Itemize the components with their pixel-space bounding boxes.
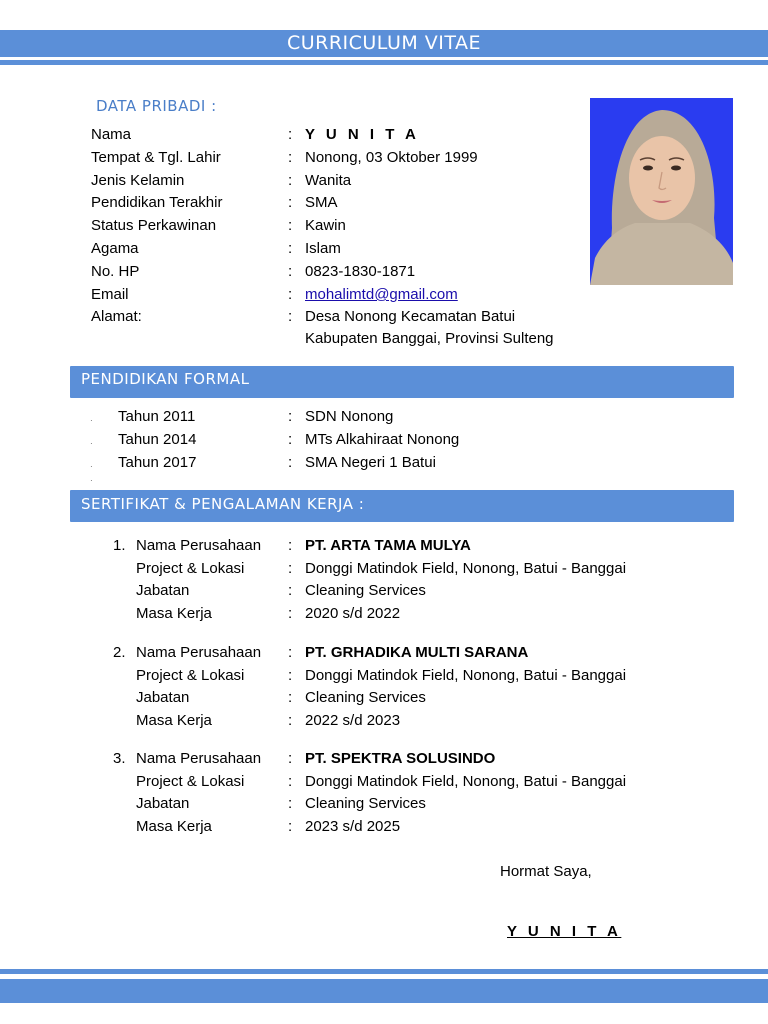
colon-separator: : xyxy=(288,126,293,143)
education-school: MTs Alkahiraat Nonong xyxy=(305,431,460,448)
colon-separator: : xyxy=(288,537,293,554)
education-school: SMA Negeri 1 Batui xyxy=(305,454,436,471)
full-name: Y U N I T A xyxy=(305,126,420,143)
experience-row-position xyxy=(0,580,700,602)
personal-row xyxy=(0,284,590,306)
experience-label: Masa Kerja xyxy=(136,605,212,622)
portrait-illustration xyxy=(590,98,733,285)
colon-separator: : xyxy=(288,286,293,303)
colon-separator: : xyxy=(288,689,293,706)
education-year: Tahun 2011 xyxy=(118,408,196,425)
experience-position: Cleaning Services xyxy=(305,689,426,706)
personal-row xyxy=(0,170,590,192)
personal-value: Islam xyxy=(305,240,341,257)
experience-row-company xyxy=(0,748,700,770)
education-school: SDN Nonong xyxy=(305,408,394,425)
personal-row xyxy=(0,147,590,169)
experience-row-company xyxy=(0,642,700,664)
experience-label: Nama Perusahaan xyxy=(136,750,262,767)
experience-label: Project & Lokasi xyxy=(136,560,245,577)
colon-separator: : xyxy=(288,644,293,661)
signature-name: Y U N I T A xyxy=(507,923,622,940)
experience-label: Nama Perusahaan xyxy=(136,537,262,554)
colon-separator: : xyxy=(288,795,293,812)
experience-row-company xyxy=(0,535,700,557)
email-link[interactable]: mohalimtd@gmail.com xyxy=(305,286,458,303)
education-year: Tahun 2014 xyxy=(118,431,197,448)
item-number: 1. xyxy=(113,537,126,554)
colon-separator: : xyxy=(288,149,293,166)
experience-project: Donggi Matindok Field, Nonong, Batui - Banggai xyxy=(305,560,627,577)
personal-row xyxy=(0,192,590,214)
address-line-2: Kabupaten Banggai, Provinsi Sulteng xyxy=(305,330,554,347)
experience-label: Jabatan xyxy=(136,795,190,812)
personal-label: Agama xyxy=(91,240,139,257)
experience-position: Cleaning Services xyxy=(305,795,426,812)
experience-project: Donggi Matindok Field, Nonong, Batui - Banggai xyxy=(305,773,627,790)
colon-separator: : xyxy=(288,667,293,684)
experience-row-project xyxy=(0,771,700,793)
colon-separator: : xyxy=(288,217,293,234)
colon-separator: : xyxy=(288,263,293,280)
education-row xyxy=(0,406,700,428)
education-section-title: PENDIDIKAN FORMAL xyxy=(81,370,250,388)
experience-project: Donggi Matindok Field, Nonong, Batui - Banggai xyxy=(305,667,627,684)
experience-row-project xyxy=(0,665,700,687)
experience-row-position xyxy=(0,687,700,709)
experience-row-period xyxy=(0,816,700,838)
personal-row xyxy=(0,124,590,146)
item-number: 3. xyxy=(113,750,126,767)
personal-label: Nama xyxy=(91,126,132,143)
experience-position: Cleaning Services xyxy=(305,582,426,599)
experience-label: Masa Kerja xyxy=(136,818,212,835)
personal-row xyxy=(0,306,590,328)
experience-label: Masa Kerja xyxy=(136,712,212,729)
personal-row xyxy=(0,261,590,283)
experience-period: 2020 s/d 2022 xyxy=(305,605,401,622)
colon-separator: : xyxy=(288,308,293,325)
personal-label: Status Perkawinan xyxy=(91,217,217,234)
personal-label: Pendidikan Terakhir xyxy=(91,194,223,211)
personal-label: No. HP xyxy=(91,263,140,280)
bullet-icon: · xyxy=(90,462,93,471)
colon-separator: : xyxy=(288,194,293,211)
experience-company: PT. GRHADIKA MULTI SARANA xyxy=(305,644,529,661)
personal-label: Jenis Kelamin xyxy=(91,172,185,189)
colon-separator: : xyxy=(288,712,293,729)
personal-value: SMA xyxy=(305,194,338,211)
colon-separator: : xyxy=(288,750,293,767)
personal-label: Email xyxy=(91,286,129,303)
personal-row xyxy=(0,215,590,237)
experience-period: 2023 s/d 2025 xyxy=(305,818,401,835)
item-number: 2. xyxy=(113,644,126,661)
experience-label: Jabatan xyxy=(136,582,190,599)
experience-company: PT. SPEKTRA SOLUSINDO xyxy=(305,750,496,767)
header-rule xyxy=(0,60,768,65)
footer-rule xyxy=(0,969,768,974)
colon-separator: : xyxy=(288,560,293,577)
personal-label: Tempat & Tgl. Lahir xyxy=(91,149,221,166)
colon-separator: : xyxy=(288,605,293,622)
profile-photo xyxy=(590,98,733,285)
experience-row-project xyxy=(0,558,700,580)
personal-label: Alamat: xyxy=(91,308,142,325)
personal-value: Desa Nonong Kecamatan Batui xyxy=(305,308,516,325)
education-year: Tahun 2017 xyxy=(118,454,197,471)
experience-label: Project & Lokasi xyxy=(136,773,245,790)
personal-value: Wanita xyxy=(305,172,352,189)
colon-separator: : xyxy=(288,454,293,471)
bullet-icon: · xyxy=(90,416,93,425)
experience-label: Project & Lokasi xyxy=(136,667,245,684)
experience-company: PT. ARTA TAMA MULYA xyxy=(305,537,471,554)
personal-value: 0823-1830-1871 xyxy=(305,263,416,280)
personal-row xyxy=(0,238,590,260)
personal-section-title: DATA PRIBADI : xyxy=(96,97,217,115)
education-row xyxy=(0,429,700,451)
colon-separator: : xyxy=(288,240,293,257)
closing-greeting: Hormat Saya, xyxy=(500,863,592,880)
colon-separator: : xyxy=(288,773,293,790)
colon-separator: : xyxy=(288,818,293,835)
experience-row-period xyxy=(0,603,700,625)
footer-bar xyxy=(0,979,768,1003)
colon-separator: : xyxy=(288,408,293,425)
bullet-icon: · xyxy=(90,476,93,485)
experience-label: Jabatan xyxy=(136,689,190,706)
personal-value: Kawin xyxy=(305,217,346,234)
experience-row-period xyxy=(0,710,700,732)
experience-period: 2022 s/d 2023 xyxy=(305,712,401,729)
experience-row-position xyxy=(0,793,700,815)
bullet-icon: · xyxy=(90,439,93,448)
colon-separator: : xyxy=(288,582,293,599)
experience-section-title: SERTIFIKAT & PENGALAMAN KERJA : xyxy=(81,495,365,513)
page-title: CURRICULUM VITAE xyxy=(286,32,482,54)
education-row xyxy=(0,452,700,474)
personal-value: Nonong, 03 Oktober 1999 xyxy=(305,149,478,166)
colon-separator: : xyxy=(288,172,293,189)
colon-separator: : xyxy=(288,431,293,448)
experience-label: Nama Perusahaan xyxy=(136,644,262,661)
